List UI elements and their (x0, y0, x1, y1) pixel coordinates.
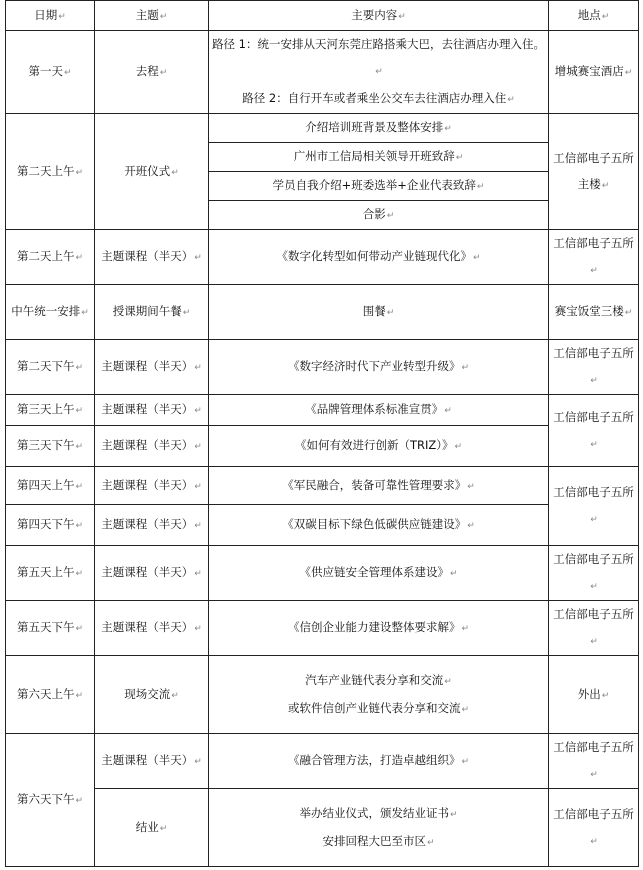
content-cell: 举办结业仪式，颁发结业证书 ↵ 安排回程大巴至市区 ↵ (209, 789, 549, 867)
content-cell: 学员自我介绍+班委选举+企业代表致辞 ↵ (209, 172, 549, 201)
table-row (6, 789, 639, 867)
table-row (6, 395, 639, 426)
topic-cell: 去程 ↵ (95, 31, 209, 114)
location-cell: 工信部电子五所 ↵ (549, 467, 639, 546)
location-cell: 工信部电子五所 ↵ (549, 395, 639, 467)
header-location: 地点 ↵ (549, 1, 639, 31)
topic-cell: 授课期间午餐 ↵ (95, 285, 209, 340)
date-cell: 第四天下午 ↵ (6, 505, 95, 546)
table-row (6, 467, 639, 505)
schedule-page (5, 0, 638, 866)
header-content: 主要内容 ↵ (209, 1, 549, 31)
table-row (6, 114, 639, 143)
content-cell: 《双碳目标下绿色低碳供应链建设》 ↵ (209, 505, 549, 546)
location-cell: 工信部电子五所 ↵ (549, 601, 639, 656)
table-row (6, 656, 639, 734)
location-cell: 工信部电子五所 ↵ (549, 340, 639, 395)
date-cell: 第二天上午 ↵ (6, 230, 95, 285)
table-row (6, 340, 639, 395)
date-cell: 第三天下午 ↵ (6, 426, 95, 467)
topic-cell: 主题课程（半天） ↵ (95, 395, 209, 426)
table-row (6, 31, 639, 114)
header-topic: 主题 ↵ (95, 1, 209, 31)
date-cell: 第四天上午 ↵ (6, 467, 95, 505)
content-cell: 《军民融合，装备可靠性管理要求》 ↵ (209, 467, 549, 505)
table-row (6, 601, 639, 656)
topic-cell: 主题课程（半天） ↵ (95, 546, 209, 601)
location-cell: 工信部电子五所 ↵ (549, 230, 639, 285)
topic-cell: 开班仪式 ↵ (95, 114, 209, 230)
content-cell: 《如何有效进行创新（TRIZ）》 ↵ (209, 426, 549, 467)
table-row (6, 734, 639, 789)
table-row (6, 230, 639, 285)
date-cell: 第六天下午 ↵ (6, 734, 95, 867)
topic-cell: 主题课程（半天） ↵ (95, 734, 209, 789)
table-row (6, 505, 639, 546)
content-cell: 路径 1：统一安排从天河东莞庄路搭乘大巴，去往酒店办理入住。 ↵ 路径 2：自行开车或者乘坐公交车去往酒店办理入住 ↵ (209, 31, 549, 114)
topic-cell: 现场交流 ↵ (95, 656, 209, 734)
date-cell: 第二天上午 ↵ (6, 114, 95, 230)
content-cell: 汽车产业链代表分享和交流 ↵ 或软件信创产业链代表分享和交流 ↵ (209, 656, 549, 734)
content-cell: 《融合管理方法，打造卓越组织》 ↵ (209, 734, 549, 789)
location-cell: 增城赛宝酒店 ↵ (549, 31, 639, 114)
table-row (6, 546, 639, 601)
topic-cell: 主题课程（半天） ↵ (95, 467, 209, 505)
table-row (6, 285, 639, 340)
location-cell: 外出 ↵ (549, 656, 639, 734)
schedule-table (5, 0, 639, 867)
date-cell: 第五天下午 ↵ (6, 601, 95, 656)
content-cell: 围餐 ↵ (209, 285, 549, 340)
date-cell: 第六天上午 ↵ (6, 656, 95, 734)
content-cell: 《品牌管理体系标准宣贯》 ↵ (209, 395, 549, 426)
location-cell: 工信部电子五所 ↵ (549, 789, 639, 867)
date-cell: 第五天上午 ↵ (6, 546, 95, 601)
content-cell: 合影 ↵ (209, 201, 549, 230)
date-cell: 第一天 ↵ (6, 31, 95, 114)
topic-cell: 主题课程（半天） ↵ (95, 230, 209, 285)
topic-cell: 主题课程（半天） ↵ (95, 340, 209, 395)
date-cell: 中午统一安排 ↵ (6, 285, 95, 340)
date-cell: 第三天上午 ↵ (6, 395, 95, 426)
location-cell: 赛宝饭堂三楼 ↵ (549, 285, 639, 340)
content-cell: 《供应链安全管理体系建设》 ↵ (209, 546, 549, 601)
content-cell: 广州市工信局相关领导开班致辞 ↵ (209, 143, 549, 172)
topic-cell: 主题课程（半天） ↵ (95, 426, 209, 467)
header-row (6, 1, 639, 31)
location-cell: 工信部电子五所 ↵ (549, 734, 639, 789)
topic-cell: 结业 ↵ (95, 789, 209, 867)
table-row (6, 426, 639, 467)
content-cell: 《信创企业能力建设整体要求解》 ↵ (209, 601, 549, 656)
content-cell: 《数字经济时代下产业转型升级》 ↵ (209, 340, 549, 395)
topic-cell: 主题课程（半天） ↵ (95, 505, 209, 546)
date-cell: 第二天下午 ↵ (6, 340, 95, 395)
content-cell: 《数字化转型如何带动产业链现代化》 ↵ (209, 230, 549, 285)
header-date: 日期 ↵ (6, 1, 95, 31)
topic-cell: 主题课程（半天） ↵ (95, 601, 209, 656)
location-cell: 工信部电子五所主楼 ↵ (549, 114, 639, 230)
content-cell: 介绍培训班背景及整体安排 ↵ (209, 114, 549, 143)
location-cell: 工信部电子五所 ↵ (549, 546, 639, 601)
